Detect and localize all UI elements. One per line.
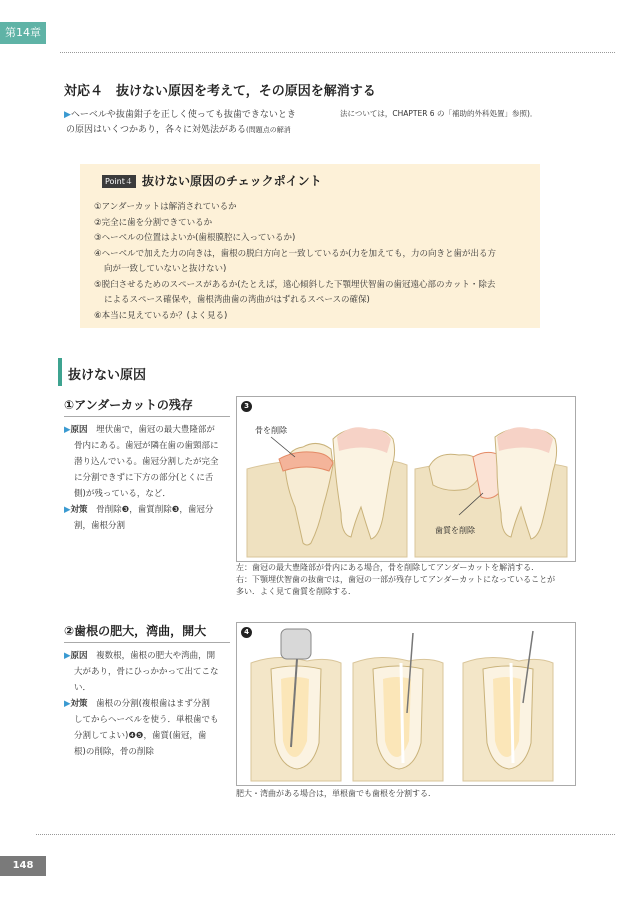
sub2-underline <box>64 642 230 643</box>
figure-3 <box>236 396 576 562</box>
chapter-tab: 第14章 <box>0 22 46 44</box>
triangle-bullet-icon: ▶ <box>64 425 71 435</box>
triangle-bullet-icon: ▶ <box>64 699 71 709</box>
sub1-body: ▶原因 埋伏歯で，歯冠の最大豊隆部が 骨内にある。歯冠が隣在歯の歯頸部に 潜り込んでいる。歯冠分割したが完全 に分割できずに下方の部分(とくに舌 側)が残っている，など． ▶対策 骨削除❸，歯質削除❸，歯冠分 割，歯根分割 <box>64 425 219 531</box>
sub2-title: ②歯根の肥大，湾曲，開大 <box>64 624 207 638</box>
figure-3-caption: 左：歯冠の最大豊隆部が骨内にある場合，骨を削除してアンダーカットを解消する． 右：下顎埋伏智歯の抜歯では，歯冠の一部が残存してアンダーカットになっていることが 多い．よく見て歯質を削除する． <box>236 563 556 596</box>
checkpoint-item: ⑥本当に見えているか？(よく見る) <box>94 310 228 321</box>
triangle-bullet-icon: ▶ <box>64 651 71 661</box>
section-title: 抜けない原因 <box>68 368 147 383</box>
sub1-title: ①アンダーカットの残存 <box>64 398 193 412</box>
triangle-bullet-icon: ▶ <box>64 110 71 120</box>
sub1-underline <box>64 416 230 417</box>
taio-heading: 対応４ 抜けない原因を考えて，その原因を解消する <box>64 84 376 99</box>
checkpoint-item: ④ヘーベルで加えた力の向きは，歯根の脱臼方向と一致しているか(力を加えても，力の向きと歯が出る方 <box>94 248 496 259</box>
checkpoint-item-cont: 向が一致していないと抜けない) <box>104 264 227 274</box>
label-bone-removal: 骨を削除 <box>255 426 287 435</box>
point-box <box>80 164 540 328</box>
point-badge: Point４ <box>102 175 136 188</box>
checkpoint-item: ①アンダーカットは解消されているか <box>94 202 237 212</box>
checkpoint-item: ②完全に歯を分割できているか <box>94 217 213 228</box>
triangle-bullet-icon: ▶ <box>64 505 71 515</box>
page-number: 148 <box>0 856 46 876</box>
sub2-body: ▶原因 複数根，歯根の肥大や湾曲，開 大があり，骨にひっかかって出てこな い． ▶対策 歯根の分割(複根歯はまず分割 してからヘーベルを使う．単根歯でも 分割してよい)❹❺，歯質(歯冠，歯 根)の削除，骨の削除 <box>64 651 219 757</box>
checkpoint-item-cont: によるスペース確保や，歯根湾曲歯の湾曲がはずれるスペースの確保) <box>104 295 370 305</box>
checkpoint-item: ⑤脱臼させるためのスペースがあるか(たとえば，遠心傾斜した下顎埋伏智歯の歯冠遠心部のカット・除去 <box>94 279 496 290</box>
section-bar <box>58 358 62 386</box>
figure-4 <box>236 622 576 786</box>
bottom-divider <box>36 834 615 835</box>
checkpoint-item: ③ヘーベルの位置はよいか(歯根膜腔に入っているか) <box>94 233 296 243</box>
tooth-bone-illustration <box>237 397 575 561</box>
root-split-illustration <box>237 623 575 785</box>
taio-intro-text: ▶ヘーベルや抜歯鉗子を正しく使っても抜歯できないとき の原因はいくつかあり，各々に対処法がある(問題点の解消 <box>64 110 296 135</box>
point-title: 抜けない原因のチェックポイント <box>142 174 322 188</box>
figure-number-badge: 3 <box>241 401 252 412</box>
label-tooth-removal: 歯質を削除 <box>435 526 475 535</box>
taio-side-note: 法については，CHAPTER 6 の「補助的外科処置」参照)． <box>340 109 538 118</box>
checkpoint-list <box>94 200 534 324</box>
figure-number-badge: 4 <box>241 627 252 638</box>
top-divider <box>60 52 615 53</box>
figure-4-caption: 肥大・湾曲がある場合は，単根歯でも歯根を分割する． <box>236 789 436 798</box>
